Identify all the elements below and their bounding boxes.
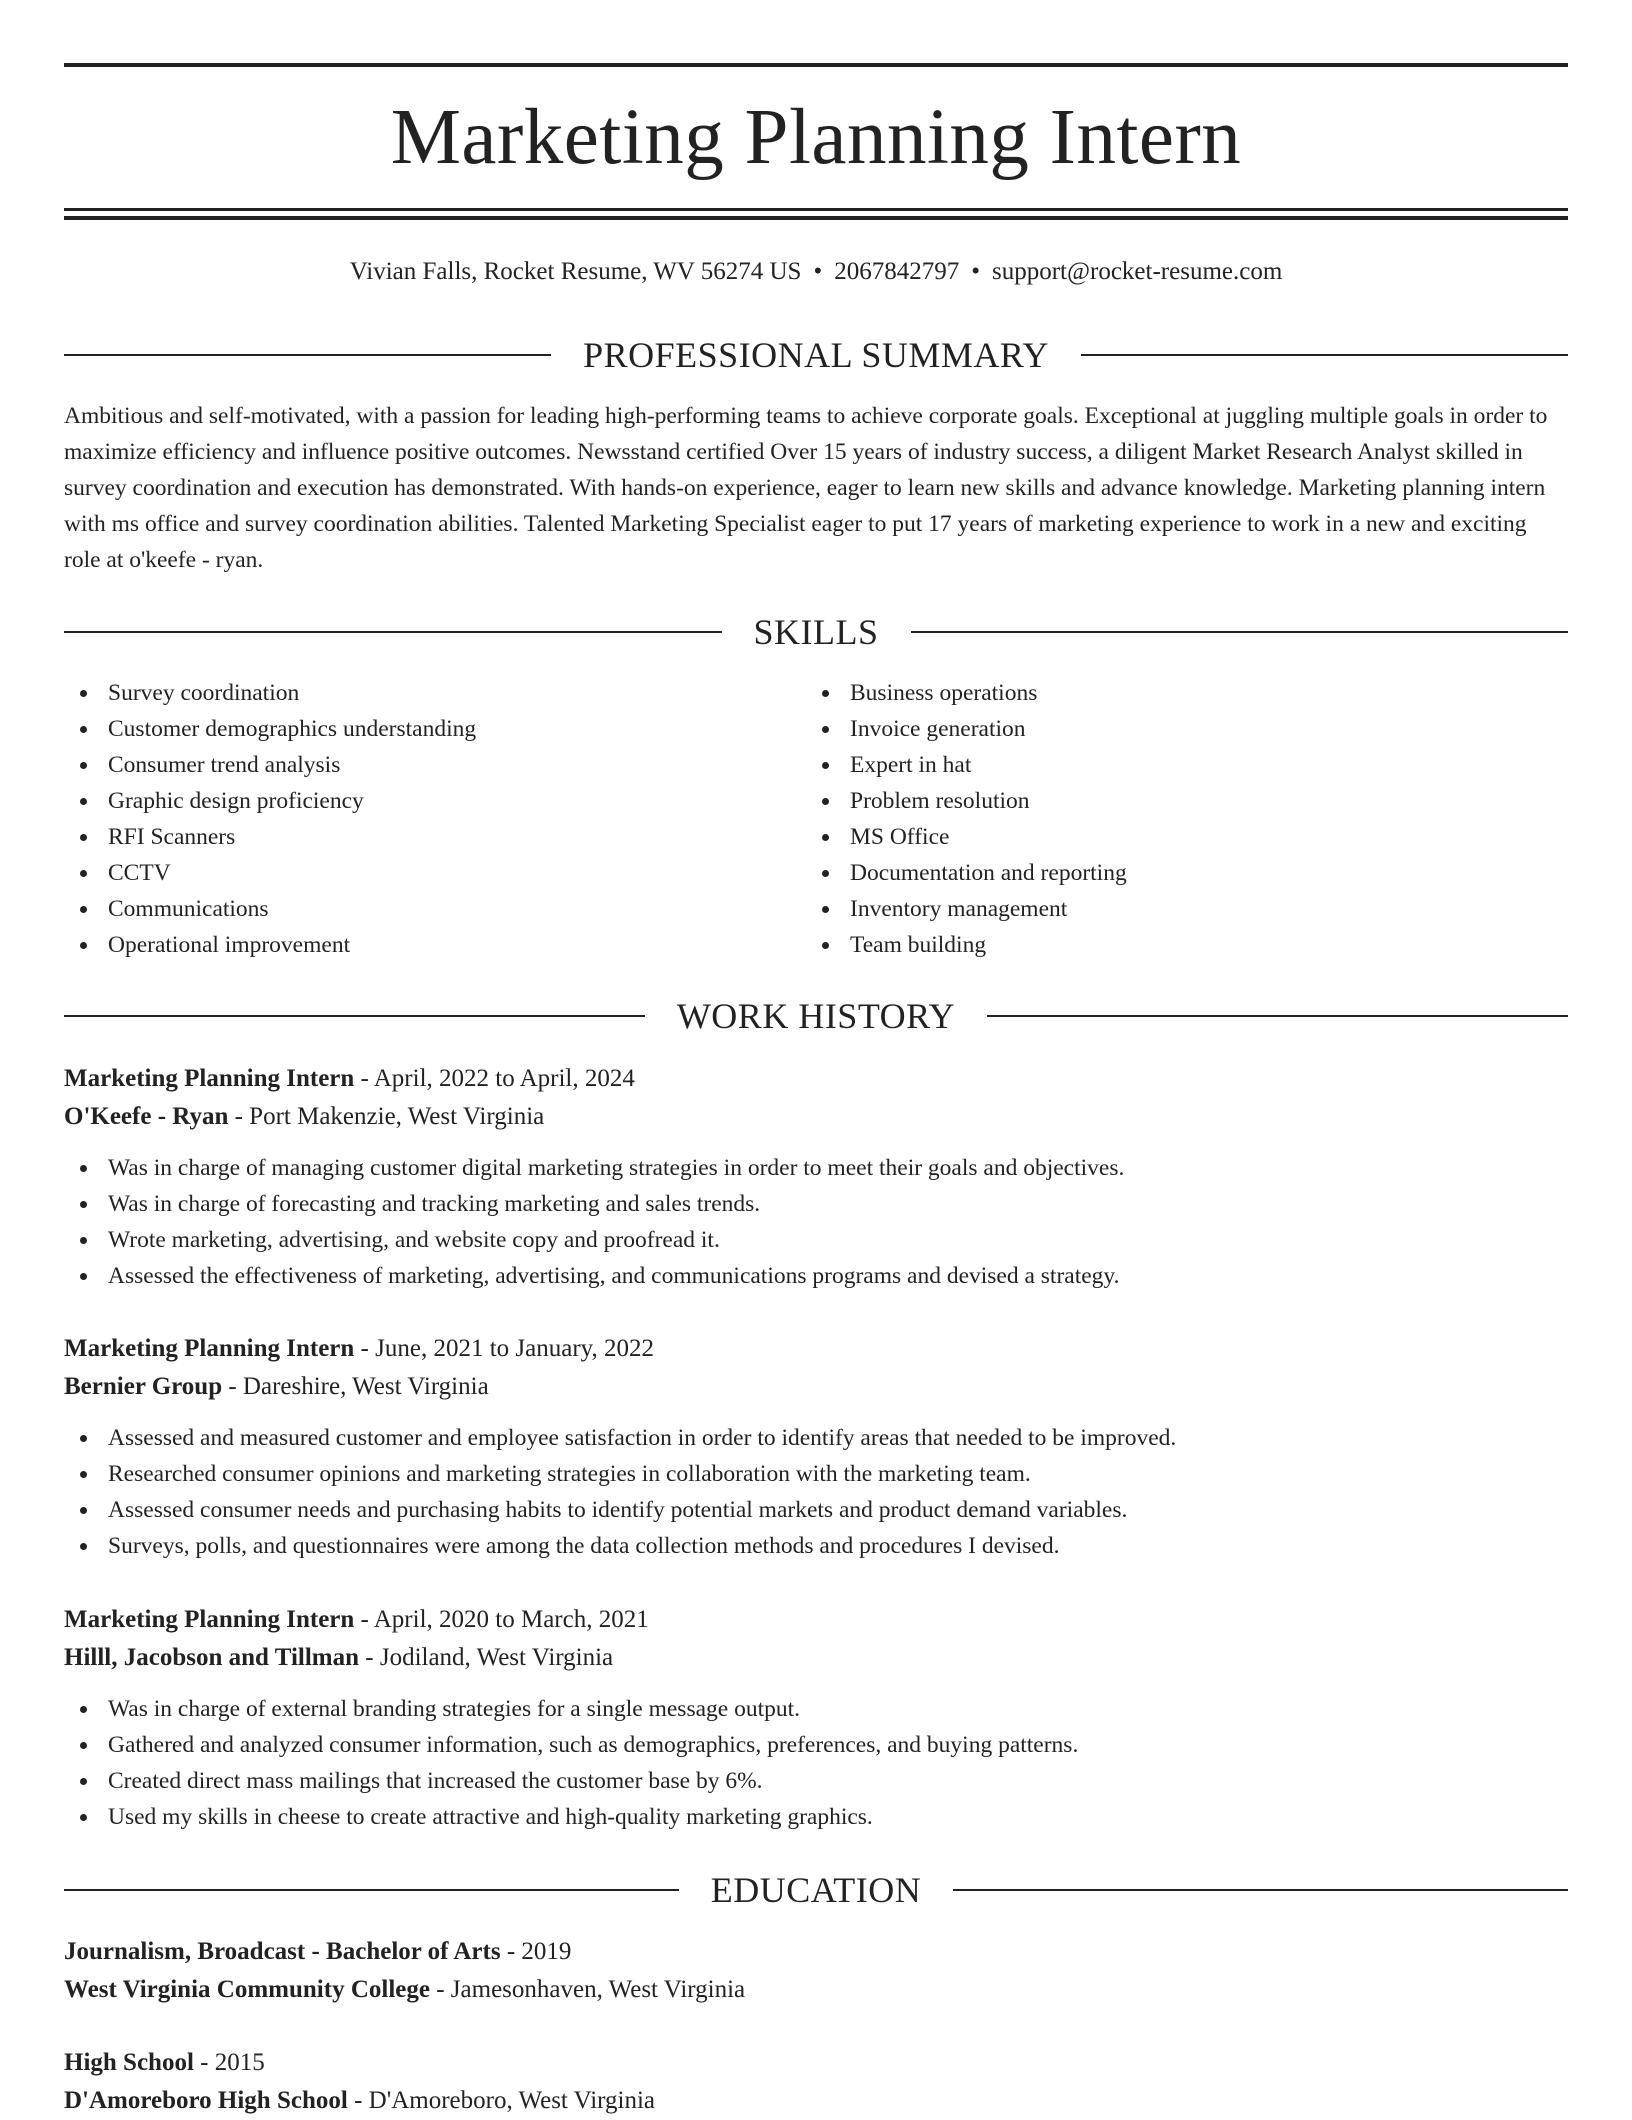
job-title: Marketing Planning Intern xyxy=(64,1335,355,1362)
school-name: West Virginia Community College xyxy=(64,1976,430,2003)
contact-separator: • xyxy=(971,258,980,285)
skill-item: Consumer trend analysis xyxy=(64,747,804,783)
job-bullet: Surveys, polls, and questionnaires were among the data collection methods and procedures I devised. xyxy=(64,1528,1568,1564)
skill-item: Survey coordination xyxy=(64,675,804,711)
job-company-line xyxy=(64,1098,1568,1136)
top-rule xyxy=(64,63,1568,67)
education-entry xyxy=(64,2044,1568,2120)
skill-item: Expert in hat xyxy=(806,747,1546,783)
school-line xyxy=(64,2082,1568,2120)
contact-line xyxy=(64,254,1568,290)
degree: Journalism, Broadcast - Bachelor of Arts xyxy=(64,1938,501,1965)
section-heading-education xyxy=(64,1868,1568,1912)
job-company: Bernier Group xyxy=(64,1373,223,1400)
job-bullets xyxy=(64,1691,1568,1835)
job-bullet: Assessed and measured customer and employee satisfaction in order to identify areas that needed to be improved. xyxy=(64,1420,1568,1456)
job-dates: - April, 2022 to April, 2024 xyxy=(354,1065,635,1092)
school-line xyxy=(64,1971,1568,2009)
section-title: SKILLS xyxy=(753,612,879,652)
job-title-line xyxy=(64,1330,1568,1368)
job-bullet: Was in charge of forecasting and tracking marketing and sales trends. xyxy=(64,1186,1568,1222)
skill-item: MS Office xyxy=(806,819,1546,855)
job-bullets xyxy=(64,1420,1568,1564)
job-bullet: Gathered and analyzed consumer information, such as demographics, preferences, and buying patterns. xyxy=(64,1727,1568,1763)
skill-item: CCTV xyxy=(64,855,804,891)
education-entry xyxy=(64,1933,1568,2009)
skill-item: Team building xyxy=(806,927,1546,963)
job-bullets xyxy=(64,1150,1568,1294)
job-bullet: Researched consumer opinions and marketing strategies in collaboration with the marketing team. xyxy=(64,1456,1568,1492)
graduation-year: - 2015 xyxy=(193,2049,265,2076)
skill-item: Documentation and reporting xyxy=(806,855,1546,891)
divider-line xyxy=(987,1015,1568,1017)
job-bullet: Wrote marketing, advertising, and website copy and proofread it. xyxy=(64,1222,1568,1258)
contact-phone: 2067842797 xyxy=(834,258,960,285)
skill-item: Problem resolution xyxy=(806,783,1546,819)
skill-item: Customer demographics understanding xyxy=(64,711,804,747)
skills-list-right xyxy=(806,675,1546,963)
job-bullet: Assessed consumer needs and purchasing habits to identify potential markets and product demand variables. xyxy=(64,1492,1568,1528)
job-company: O'Keefe - Ryan xyxy=(64,1103,229,1130)
school-name: D'Amoreboro High School xyxy=(64,2087,348,2114)
skills-list-left xyxy=(64,675,804,963)
job-company: Hilll, Jacobson and Tillman xyxy=(64,1644,360,1671)
divider-line xyxy=(64,354,551,356)
skill-item: Operational improvement xyxy=(64,927,804,963)
double-rule xyxy=(64,208,1568,219)
skill-item: Inventory management xyxy=(806,891,1546,927)
degree: High School xyxy=(64,2049,194,2076)
job-company-line xyxy=(64,1639,1568,1677)
job-title-line xyxy=(64,1601,1568,1639)
work-entry xyxy=(64,1330,1568,1564)
divider-line xyxy=(64,1889,679,1891)
job-location: - Port Makenzie, West Virginia xyxy=(228,1103,545,1130)
section-heading-summary xyxy=(64,333,1568,377)
job-title-line xyxy=(64,1060,1568,1098)
job-company-line xyxy=(64,1368,1568,1406)
work-entry xyxy=(64,1601,1568,1835)
section-heading-skills xyxy=(64,610,1568,654)
work-entry xyxy=(64,1060,1568,1294)
candidate-name: Marketing Planning Intern xyxy=(390,94,1242,181)
graduation-year: - 2019 xyxy=(500,1938,572,1965)
contact-email[interactable]: support@rocket-resume.com xyxy=(991,258,1283,285)
school-location: - D'Amoreboro, West Virginia xyxy=(347,2087,656,2114)
contact-separator: • xyxy=(813,258,823,285)
job-location: - Dareshire, West Virginia xyxy=(222,1373,489,1400)
job-bullet: Was in charge of external branding strategies for a single message output. xyxy=(64,1691,1568,1727)
skill-item: Invoice generation xyxy=(806,711,1546,747)
job-title: Marketing Planning Intern xyxy=(64,1606,355,1633)
school-location: - Jamesonhaven, West Virginia xyxy=(429,1976,746,2003)
job-bullet: Assessed the effectiveness of marketing, advertising, and communications programs and devised a strategy. xyxy=(64,1258,1568,1294)
summary-text: Ambitious and self-motivated, with a passion for leading high-performing teams to achieve corporate goals. Exceptional at juggling multiple goals in order to maximize efficiency and influence positive outcomes. Newsstand certified Over 15 years of industry success, a diligent Market Research Analyst skilled in survey coordination and execution has demonstrated. With hands-on experience, eager to learn new skills and advance knowledge. Marketing planning intern with ms office and survey coordination abilities. Talented Marketing Specialist eager to put 17 years of marketing experience to work in a new and exciting role at o'keefe - ryan. xyxy=(64,403,1548,573)
job-bullet: Was in charge of managing customer digital marketing strategies in order to meet their goals and objectives. xyxy=(64,1150,1568,1186)
job-dates: - June, 2021 to January, 2022 xyxy=(354,1335,655,1362)
section-title: EDUCATION xyxy=(710,1870,922,1910)
divider-line xyxy=(1081,354,1568,356)
job-dates: - April, 2020 to March, 2021 xyxy=(354,1606,649,1633)
job-title: Marketing Planning Intern xyxy=(64,1065,355,1092)
divider-line xyxy=(64,1015,645,1017)
skill-item: Business operations xyxy=(806,675,1546,711)
job-bullet: Used my skills in cheese to create attractive and high-quality marketing graphics. xyxy=(64,1799,1568,1835)
divider-line xyxy=(911,631,1569,633)
degree-line xyxy=(64,1933,1568,1971)
section-title: WORK HISTORY xyxy=(676,996,956,1036)
job-location: - Jodiland, West Virginia xyxy=(359,1644,614,1671)
section-heading-work xyxy=(64,994,1568,1038)
section-title: PROFESSIONAL SUMMARY xyxy=(583,335,1049,375)
job-bullet: Created direct mass mailings that increased the customer base by 6%. xyxy=(64,1763,1568,1799)
divider-line xyxy=(953,1889,1568,1891)
skill-item: Communications xyxy=(64,891,804,927)
skill-item: Graphic design proficiency xyxy=(64,783,804,819)
contact-address: Vivian Falls, Rocket Resume, WV 56274 US xyxy=(349,258,802,285)
divider-line xyxy=(64,631,722,633)
skill-item: RFI Scanners xyxy=(64,819,804,855)
degree-line xyxy=(64,2044,1568,2082)
